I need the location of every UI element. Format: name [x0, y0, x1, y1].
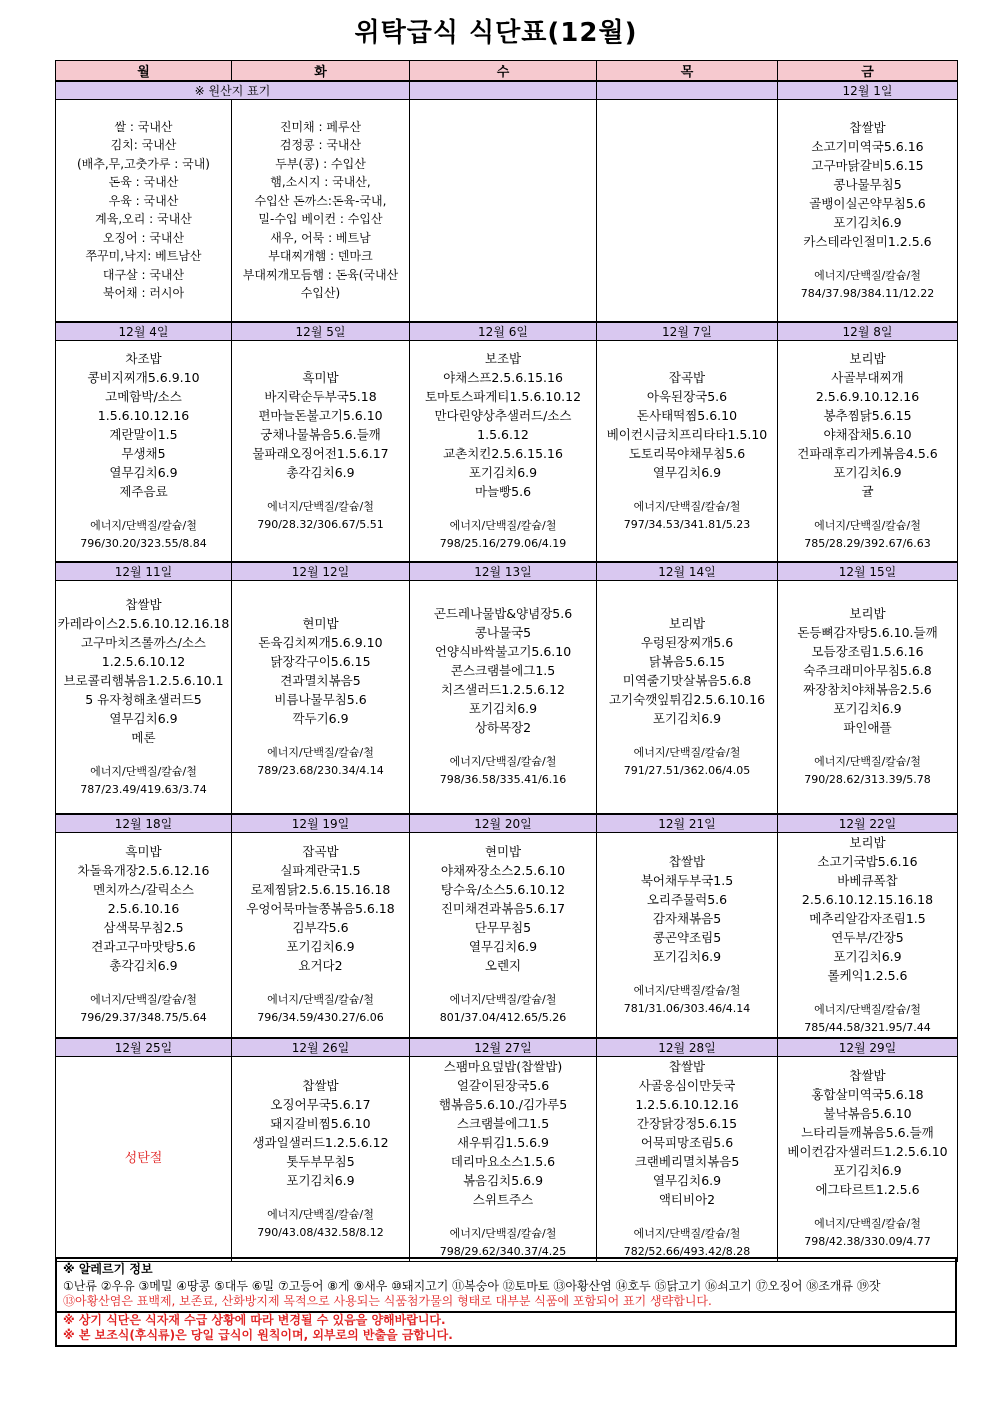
menu-item: 열무김치6.9 — [652, 1172, 722, 1188]
menu-item: 고메함박/소스 — [105, 388, 182, 404]
nutrition-values: 782/52.66/493.42/8.28 — [623, 1244, 751, 1258]
menu-item: 곤드레나물밥&양념장5.6 — [433, 606, 573, 622]
menu-item: 야채잡채5.6.10 — [823, 426, 912, 442]
nutrition-info — [410, 1225, 596, 1261]
date-cell: 12월 26일 — [232, 1038, 410, 1057]
menu-item: 흑미밥 — [125, 844, 162, 859]
menu-item: 카스테라인절미1.2.5.6 — [803, 233, 932, 249]
menu-item: 흑미밥 — [302, 369, 339, 385]
menu-item: 찹쌀밥 — [849, 1068, 886, 1083]
nutrition-label: 에너지/단백질/칼슘/철 — [267, 1207, 374, 1221]
menu-cell — [778, 100, 958, 322]
origin-line: 부대찌개햄 : 덴마크 — [268, 249, 373, 264]
menu-item: 사골옹심이만둣국 — [638, 1077, 736, 1093]
date-cell: 12월 20일 — [410, 814, 597, 833]
menu-item: 1.2.5.6.10.12.16 — [635, 1096, 739, 1112]
date-cell: 12월 12일 — [232, 562, 410, 581]
menu-table — [55, 60, 958, 1262]
menu-item: 데리마요소스1.5.6 — [450, 1153, 556, 1169]
menu-cell — [232, 581, 410, 814]
origin-list-2 — [232, 118, 409, 303]
menu-cell — [410, 581, 597, 814]
menu-cell — [597, 340, 778, 562]
menu-item: 현미밥 — [484, 844, 522, 859]
nutrition-info — [410, 753, 596, 789]
menu-item: 계란말이1.5 — [109, 426, 178, 442]
date-cell: 12월 11일 — [56, 562, 232, 581]
menu-cell — [778, 832, 958, 1038]
menu-item: 2.5.6.9.10.12.16 — [815, 388, 920, 404]
nutrition-label: 에너지/단백질/칼슘/철 — [449, 755, 557, 769]
page-title: 위탁급식 식단표(12월) — [354, 18, 638, 48]
origin-line: 우육 : 국내산 — [108, 193, 179, 208]
menu-item: 야채스프2.5.6.15.16 — [443, 369, 563, 385]
origin-line: 수입산) — [300, 286, 341, 301]
menu-item: 포기김치6.9 — [833, 214, 902, 230]
nutrition-values: 790/43.08/432.58/8.12 — [257, 1225, 384, 1239]
menu-item: 베이컨감자샐러드1.2.5.6.10 — [787, 1144, 948, 1159]
origin-list-1 — [56, 118, 231, 303]
nutrition-values: 796/29.37/348.75/5.64 — [80, 1011, 207, 1024]
menu-item: 포기김치6.9 — [833, 464, 902, 480]
nutrition-label: 에너지/단백질/칼슘/철 — [90, 993, 197, 1006]
menu-item: 잡곡밥 — [668, 369, 706, 385]
menu-item: 상하목장2 — [474, 720, 532, 736]
menu-item: 1.5.6.10.12.16 — [97, 407, 190, 423]
nutrition-info — [56, 763, 231, 799]
nutrition-info — [597, 498, 777, 534]
menu-item: 돈사태떡찜5.6.10 — [636, 407, 738, 423]
menu-item: 소고기미역국5.6.16 — [811, 138, 924, 154]
menu-item: 보리밥 — [849, 606, 886, 622]
nutrition-values: 796/30.20/323.55/8.84 — [80, 536, 207, 550]
menu-cell — [232, 1056, 410, 1261]
allergy-info — [55, 1257, 957, 1347]
menu-item: 현미밥 — [302, 615, 339, 631]
menu-item: 1.2.5.6.10.12 — [101, 653, 186, 669]
menu-item: 홍합살미역국5.6.18 — [811, 1087, 924, 1102]
menu-item: 스크램블에그1.5 — [456, 1115, 550, 1131]
nutrition-label: 에너지/단백질/칼슘/철 — [633, 499, 741, 513]
menu-cell — [597, 581, 778, 814]
menu-item: 토마토스파게티1.5.6.10.12 — [424, 388, 582, 404]
nutrition-label: 에너지/단백질/칼슘/철 — [267, 745, 374, 759]
date-cell: 12월 28일 — [597, 1038, 778, 1057]
nutrition-label: 에너지/단백질/칼슘/철 — [449, 1226, 557, 1240]
menu-item: 요거다2 — [298, 958, 343, 973]
menu-item: 감자채볶음5 — [652, 910, 722, 926]
nutrition-info — [232, 991, 409, 1027]
nutrition-values: 798/42.38/330.09/4.77 — [804, 1235, 931, 1248]
menu-cell — [410, 340, 597, 562]
menu-item: 파인애플 — [843, 720, 892, 736]
menu-item: 무생채5 — [121, 445, 166, 461]
menu-item: 액티비아2 — [658, 1191, 716, 1207]
nutrition-info — [778, 1001, 957, 1037]
menu-item: 귤 — [861, 483, 874, 499]
nutrition-label: 에너지/단백질/칼슘/철 — [267, 993, 374, 1006]
date-cell: 12월 7일 — [597, 322, 778, 341]
menu-item: 고기숙깻잎튀김2.5.6.10.16 — [608, 691, 766, 707]
menu-item: 오징어무국5.6.17 — [270, 1096, 371, 1112]
menu-cell — [410, 1056, 597, 1261]
menu-item: 콩나물무침5 — [833, 176, 902, 192]
menu-item: 보리밥 — [849, 834, 886, 850]
menu-item: 미역줄기맛살볶음5.6.8 — [622, 672, 752, 688]
date-cell: 12월 27일 — [410, 1038, 597, 1057]
nutrition-values: 791/27.51/362.06/4.05 — [623, 763, 751, 777]
menu-item: 1.5.6.12 — [477, 426, 529, 442]
origin-line: 밀-수입 베이컨 : 수입산 — [258, 212, 383, 227]
menu-item: 멘치까스/갈릭소스 — [93, 882, 194, 897]
menu-item: 삼색묵무침2.5 — [103, 920, 184, 935]
menu-item: 포기김치6.9 — [286, 1172, 355, 1188]
origin-line: 햄,소시지 : 국내산, — [270, 175, 371, 190]
menu-item: 브로콜리햄볶음1.2.5.6.10.1 — [63, 672, 224, 688]
nutrition-values: 798/25.16/279.06/4.19 — [439, 536, 567, 550]
origin-header: ※ 원산지 표기 — [56, 81, 410, 100]
menu-item: 아욱된장국5.6 — [646, 388, 728, 404]
allergy-note: ⑬아황산염은 표백제, 보존료, 산화방지제 목적으로 사용되는 식품첨가물의 형태로 대부분 식품에 포함되어 표기 생략합니다. — [63, 1294, 712, 1308]
date-cell: 12월 1일 — [778, 81, 958, 100]
nutrition-values: 798/29.62/340.37/4.25 — [439, 1244, 567, 1258]
origin-line: (배추,무,고춧가루 : 국내) — [77, 156, 210, 171]
menu-item: 모듬장조림1.5.6.16 — [811, 644, 924, 660]
menu-item: 총각김치6.9 — [286, 464, 355, 480]
menu-cell — [232, 340, 410, 562]
nutrition-info — [56, 991, 231, 1027]
date-cell: 12월 14일 — [597, 562, 778, 581]
menu-item: 진미채견과볶음5.6.17 — [440, 901, 566, 916]
menu-cell — [232, 832, 410, 1038]
date-cell: 12월 29일 — [778, 1038, 958, 1057]
nutrition-info — [597, 1225, 777, 1261]
nutrition-values: 784/37.98/384.11/12.22 — [800, 286, 935, 300]
origin-line: 북어채 : 러시아 — [102, 286, 185, 301]
date-cell: 12월 19일 — [232, 814, 410, 833]
date-cell: 12월 15일 — [778, 562, 958, 581]
menu-item: 열무김치6.9 — [109, 464, 178, 480]
origin-line: 새우, 어묵 : 베트남 — [270, 230, 371, 245]
menu-cell — [56, 832, 232, 1038]
origin-line: 수입산 돈까스:돈육-국내, — [254, 193, 387, 208]
menu-item: 돈등뼈감자탕5.6.10.들깨 — [797, 625, 938, 641]
menu-item: 건파래후리가케볶음4.5.6 — [797, 445, 938, 461]
menu-item: 돈육김치찌개5.6.9.10 — [258, 634, 383, 650]
menu-item: 포기김치6.9 — [468, 464, 538, 480]
holiday-label: 성탄절 — [124, 1151, 163, 1166]
menu-item: 닭장각구이5.6.15 — [270, 653, 371, 669]
origin-line: 두부(콩) : 수입산 — [275, 156, 366, 171]
menu-item: 열무김치6.9 — [109, 710, 178, 726]
allergy-header: ※ 알레르기 정보 — [63, 1262, 153, 1276]
nutrition-label: 에너지/단백질/칼슘/철 — [633, 745, 741, 759]
menu-item: 포기김치6.9 — [652, 948, 722, 964]
nutrition-values: 781/31.06/303.46/4.14 — [623, 1001, 751, 1015]
menu-item: 찹쌀밥 — [668, 853, 706, 869]
date-cell — [597, 81, 778, 100]
nutrition-info — [778, 753, 957, 789]
menu-cell — [778, 340, 958, 562]
menu-cell — [232, 100, 410, 322]
menu-cell — [56, 340, 232, 562]
origin-line: 대구살 : 국내산 — [102, 267, 185, 282]
nutrition-info — [597, 744, 777, 780]
nutrition-label: 에너지/단백질/칼슘/철 — [814, 1217, 921, 1230]
nutrition-info — [778, 1215, 957, 1251]
nutrition-label: 에너지/단백질/칼슘/철 — [90, 764, 197, 778]
date-cell — [410, 81, 597, 100]
menu-item: 오리주물럭5.6 — [646, 891, 728, 907]
day-header: 화 — [232, 61, 410, 82]
nutrition-values: 801/37.04/412.65/5.26 — [439, 1011, 567, 1024]
menu-item: 스팸마요덮밥(찹쌀밥) — [443, 1058, 563, 1074]
menu-item: 도토리묵야채무침5.6 — [628, 445, 746, 461]
menu-item: 찹쌀밥 — [302, 1077, 339, 1093]
menu-item: 보리밥 — [849, 350, 886, 366]
origin-line: 진미채 : 페루산 — [279, 119, 362, 134]
date-cell: 12월 8일 — [778, 322, 958, 341]
menu-cell — [597, 1056, 778, 1261]
menu-item: 궁채나물볶음5.6.들깨 — [260, 426, 381, 442]
menu-item: 차조밥 — [125, 350, 162, 366]
menu-item: 바지락순두부국5.18 — [264, 388, 377, 404]
menu-item: 포기김치6.9 — [286, 939, 355, 954]
menu-item: 얼갈이된장국5.6 — [456, 1077, 550, 1093]
menu-item: 보조밥 — [484, 350, 522, 366]
menu-item: 찹쌀밥 — [668, 1058, 706, 1074]
menu-item: 불낙볶음5.6.10 — [823, 1106, 912, 1121]
menu-item: 편마늘돈불고기5.6.10 — [258, 407, 383, 423]
nutrition-values: 785/44.58/321.95/7.44 — [804, 1020, 931, 1034]
menu-item: 치즈샐러드1.2.5.6.12 — [441, 682, 565, 698]
origin-line: 김치: 국내산 — [110, 138, 177, 153]
nutrition-label: 에너지/단백질/칼슘/철 — [814, 1002, 921, 1016]
date-cell: 12월 18일 — [56, 814, 232, 833]
menu-item: 총각김치6.9 — [109, 958, 178, 973]
menu-item: 스위트주스 — [472, 1191, 534, 1207]
origin-line: 쭈꾸미,낙지: 베트남산 — [85, 249, 202, 264]
date-cell: 12월 21일 — [597, 814, 778, 833]
menu-item: 베이컨시금치프리타타1.5.10 — [606, 426, 768, 442]
menu-item: 짜장참치야채볶음2.5.6 — [803, 682, 932, 698]
menu-cell — [56, 100, 232, 322]
nutrition-label: 에너지/단백질/칼슘/철 — [449, 518, 557, 532]
nutrition-info — [597, 982, 777, 1018]
menu-item: 고구마닭갈비5.6.15 — [811, 157, 924, 173]
nutrition-values: 787/23.49/419.63/3.74 — [80, 782, 207, 796]
menu-item: 2.5.6.10.12.15.16.18 — [801, 891, 934, 907]
menu-cell — [410, 832, 597, 1038]
menu-item: 느타리들깨볶음5.6.들깨 — [801, 1125, 934, 1140]
menu-item: 북어채두부국1.5 — [640, 872, 734, 888]
nutrition-info — [778, 267, 957, 303]
menu-item: 탕수육/소스5.6.10.12 — [440, 882, 566, 897]
menu-item: 크랜베리멸치볶음5 — [634, 1153, 740, 1169]
nutrition-values: 798/36.58/335.41/6.16 — [439, 773, 567, 787]
nutrition-label: 에너지/단백질/칼슘/철 — [633, 983, 741, 997]
nutrition-values: 797/34.53/341.81/5.23 — [623, 517, 751, 531]
menu-cell — [56, 1056, 232, 1261]
menu-item: 찹쌀밥 — [849, 119, 886, 135]
nutrition-info — [410, 517, 596, 553]
menu-cell — [778, 1056, 958, 1261]
menu-item: 마늘빵5.6 — [474, 483, 532, 499]
menu-item: 돼지갈비찜5.6.10 — [270, 1115, 371, 1131]
nutrition-info — [778, 517, 957, 553]
menu-item: 생과일샐러드1.2.5.6.12 — [252, 1134, 389, 1150]
allergy-list: ①난류 ②우유 ③메밀 ④땅콩 ⑤대두 ⑥밀 ⑦고등어 ⑧게 ⑨새우 ⑩돼지고기 ⑪복숭아 ⑫토마토 ⑬아황산염 ⑭호두 ⑮닭고기 ⑯쇠고기 ⑰오징어 ⑱조개류 ⑲잣 — [63, 1279, 881, 1293]
origin-line: 계육,오리 : 국내산 — [95, 212, 192, 227]
menu-item: 포기김치6.9 — [833, 948, 902, 964]
menu-item: 닭볶음5.6.15 — [649, 653, 725, 669]
day-header: 월 — [56, 61, 232, 82]
menu-item: 메론 — [131, 729, 156, 745]
menu-item: 우렁된장찌개5.6 — [640, 634, 734, 650]
menu-item: 골뱅이실곤약무침5.6 — [809, 195, 926, 211]
menu-item: 카레라이스2.5.6.10.12.16.18 — [57, 615, 230, 631]
date-cell: 12월 13일 — [410, 562, 597, 581]
menu-item: 소고기국밥5.6.16 — [817, 853, 918, 869]
menu-item: 오렌지 — [484, 958, 522, 973]
menu-item: 봉추찜닭5.6.15 — [823, 407, 912, 423]
menu-cell — [597, 832, 778, 1038]
nutrition-label: 에너지/단백질/칼슘/철 — [814, 268, 921, 282]
nutrition-values: 790/28.32/306.67/5.51 — [257, 517, 384, 531]
menu-item: 콩나물국5 — [474, 625, 532, 641]
nutrition-label: 에너지/단백질/칼슘/철 — [814, 518, 921, 532]
nutrition-info — [232, 498, 409, 534]
origin-line: 검정콩 : 국내산 — [279, 138, 362, 153]
menu-item: 포기김치6.9 — [833, 701, 902, 717]
nutrition-values: 789/23.68/230.34/4.14 — [257, 763, 384, 777]
menu-item: 톳두부무침5 — [286, 1153, 355, 1169]
notice-takeout: ※ 본 보조식(후식류)은 당일 급식이 원칙이며, 외부로의 반출을 금합니다. — [63, 1328, 453, 1342]
date-cell: 12월 4일 — [56, 322, 232, 341]
menu-item: 볶음김치5.6.9 — [462, 1172, 544, 1188]
menu-item: 연두부/간장5 — [831, 929, 904, 945]
menu-item: 포기김치6.9 — [468, 701, 538, 717]
nutrition-info — [232, 1206, 409, 1242]
menu-cell — [410, 100, 597, 322]
menu-item: 간장닭강정5.6.15 — [636, 1115, 738, 1131]
menu-item: 열무김치6.9 — [652, 464, 722, 480]
menu-item: 새우튀김1.5.6.9 — [456, 1134, 550, 1150]
menu-item: 보리밥 — [668, 615, 706, 631]
day-header: 금 — [778, 61, 958, 82]
menu-item: 만다린양상추샐러드/소스 — [434, 407, 572, 423]
menu-item: 깍두기6.9 — [292, 710, 349, 726]
menu-item: 포기김치6.9 — [833, 1163, 902, 1178]
origin-line: 오징어 : 국내산 — [102, 230, 185, 245]
origin-line: 돈육 : 국내산 — [108, 175, 179, 190]
day-header: 수 — [410, 61, 597, 82]
nutrition-values: 796/34.59/430.27/6.06 — [257, 1011, 384, 1024]
menu-item: 숙주크래미아무침5.6.8 — [803, 663, 932, 679]
menu-item: 비름나물무침5.6 — [274, 691, 367, 707]
menu-item: 단무무침5 — [474, 920, 532, 935]
nutrition-label: 에너지/단백질/칼슘/철 — [814, 755, 921, 769]
menu-item: 야채짜장소스2.5.6.10 — [440, 863, 566, 878]
menu-item: 콩곤약조림5 — [652, 929, 722, 945]
menu-item: 차돌육개장2.5.6.12.16 — [77, 863, 210, 878]
day-header: 목 — [597, 61, 778, 82]
menu-item: 5 유자청해초샐러드5 — [85, 691, 202, 707]
menu-item: 고구마치즈롤까스/소스 — [81, 634, 206, 650]
nutrition-info — [56, 517, 231, 553]
menu-item: 롤케익1.2.5.6 — [827, 967, 908, 983]
menu-item: 2.5.6.10.16 — [107, 901, 180, 916]
menu-item: 바베큐폭찹 — [837, 872, 898, 888]
menu-item: 사골부대찌개 — [831, 369, 904, 385]
menu-item: 메추리알감자조림1.5 — [809, 910, 926, 926]
menu-item: 에그타르트1.2.5.6 — [815, 1182, 920, 1197]
date-cell: 12월 5일 — [232, 322, 410, 341]
nutrition-info — [410, 991, 596, 1027]
menu-cell — [597, 100, 778, 322]
menu-item: 실파계란국1.5 — [280, 863, 361, 878]
notice-change: ※ 상기 식단은 식자재 수급 상황에 따라 변경될 수 있음을 양해바랍니다. — [63, 1313, 446, 1327]
origin-line: 쌀 : 국내산 — [114, 119, 173, 134]
nutrition-values: 785/28.29/392.67/6.63 — [804, 536, 931, 550]
nutrition-label: 에너지/단백질/칼슘/철 — [267, 499, 374, 513]
nutrition-label: 에너지/단백질/칼슘/철 — [449, 993, 557, 1006]
menu-item: 콘스크램블에그1.5 — [450, 663, 556, 679]
menu-item: 제주음료 — [119, 483, 168, 499]
date-cell: 12월 25일 — [56, 1038, 232, 1057]
date-cell: 12월 22일 — [778, 814, 958, 833]
menu-item: 열무김치6.9 — [468, 939, 538, 954]
menu-item: 견과멸치볶음5 — [280, 672, 361, 688]
menu-cell — [778, 581, 958, 814]
menu-item: 포기김치6.9 — [652, 710, 722, 726]
menu-item: 우엉어묵마늘쫑볶음5.6.18 — [246, 901, 395, 916]
menu-cell — [56, 581, 232, 814]
menu-item: 잡곡밥 — [302, 844, 339, 859]
menu-item: 어묵피망조림5.6 — [640, 1134, 734, 1150]
menu-item: 햄볶음5.6.10./김가루5 — [438, 1096, 568, 1112]
date-cell: 12월 6일 — [410, 322, 597, 341]
nutrition-label: 에너지/단백질/칼슘/철 — [633, 1226, 741, 1240]
nutrition-info — [232, 744, 409, 780]
menu-item: 교촌치킨2.5.6.15.16 — [443, 445, 563, 461]
nutrition-label: 에너지/단백질/칼슘/철 — [90, 518, 197, 532]
origin-line: 부대찌개모듬햄 : 돈육(국내산 — [242, 267, 399, 282]
nutrition-values: 790/28.62/313.39/5.78 — [804, 773, 931, 787]
menu-item: 김부각5.6 — [292, 920, 349, 935]
menu-item: 견과고구마맛탕5.6 — [91, 939, 196, 954]
menu-item: 언양식바싹불고기5.6.10 — [434, 644, 572, 660]
menu-item: 콩비지찌개5.6.9.10 — [87, 369, 200, 385]
menu-item: 로제찜닭2.5.6.15.16.18 — [250, 882, 391, 897]
menu-item: 물파래오징어전1.5.6.17 — [252, 445, 389, 461]
menu-item: 찹쌀밥 — [125, 596, 162, 612]
